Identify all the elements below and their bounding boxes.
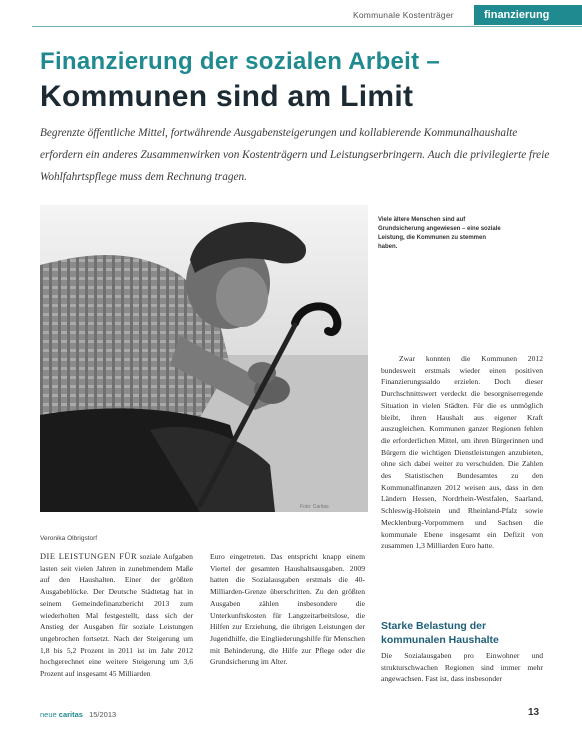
photo-caption: Viele ältere Menschen sind auf Grundsicherung angewiesen – eine soziale Leistung, die Kommunen zu stemmen haben. bbox=[378, 217, 501, 250]
magazine-brand bbox=[40, 710, 116, 719]
body-column-3 bbox=[381, 353, 543, 552]
brand-prefix: neue bbox=[40, 710, 57, 719]
header-rule bbox=[32, 26, 582, 27]
body-paragraph: Zwar konnten die Kommunen 2012 bundesweit erstmals wieder einen positiven Finanzierungssaldo erzielen. Doch dieser Durchschnittswert verdeckt die besorgniserregende Situation in vielen Städten. Für die es unmöglich bleibt, ihren Haushalt aus eigener Kraft auszugleichen. Kommunen ganzer Regionen fehlen die erforderlichen Mittel, um ihren Bürgerinnen und Bürgern die wichtigen Dienstleistungen anzubieten, ohne sich dabei weiter zu verschulden. Die Zahlen des Statistischen Bundesamtes zu den Kommunalfinanzen 2012 weisen aus, dass in den Ländern Hessen, Nordrhein-Westfalen, Saarland, Schleswig-Holstein und Rheinland-Pfalz sowie Mecklenburg-Vorpommern und Sachsen die kommunale Ebene insgesamt ein Defizit von zusammen 1,3 Milliarden Euro hatte. bbox=[381, 354, 543, 551]
article-lead: Begrenzte öffentliche Mittel, fortwährende Ausgabensteigerungen und kollabierende Kommunalhaushalte erfordern ein anderes Zusammenwirken von Kostenträgern und Leistungserbringern. Auch die privilegierte freie Wohlfahrtspflege muss dem Rechnung tragen. bbox=[40, 127, 550, 183]
brand-name: caritas bbox=[58, 710, 83, 719]
article-title-line2: Kommunen sind am Limit bbox=[40, 80, 414, 113]
article-photo bbox=[40, 205, 368, 512]
page-number: 13 bbox=[528, 707, 540, 718]
body-column-1 bbox=[40, 551, 193, 680]
body-lead-caps: DIE LEISTUNGEN FÜR bbox=[40, 552, 138, 561]
issue-number: 15/2013 bbox=[89, 710, 117, 719]
photo-credit: Foto: Caritas bbox=[300, 504, 329, 510]
body-column-2: Euro eingetreten. Das entspricht knapp einem Viertel der gesamten Haushaltsausgaben. 2009 hatten die Sozialausgaben erstmals die 40-Milliarden-Grenze überschritten. Zu den größten Ausgaben zählen insbesondere die Unterkunftskosten für Langzeitarbeitslose, die Hilfen zur Erziehung, die übrigen Leistungen der Jugendhilfe, die Eingliederungshilfe für Menschen mit Behinderung, die Hilfe zur Pflege oder die Grundsicherung im Alter. bbox=[210, 552, 365, 667]
body-column-3-continued: Die Sozialausgaben pro Einwohner und strukturschwachen Regionen sind immer mehr angewachsen. Fast ist, dass insbesonder bbox=[381, 651, 543, 684]
section-label: Kommunale Kostenträger bbox=[353, 10, 454, 20]
section-tab: finanzierung bbox=[474, 5, 582, 25]
body-text: soziale Aufgaben lasten seit vielen Jahren in zunehmendem Maße auf den Haushalten. Einer der größten Ausgabeblöcke. Der Deutsche Städtetag hat in seinem Gemeindefinanzbericht 2013 zum wiederholten Mal festgestellt, dass sich der Anstieg der Ausgaben für soziale Leistungen ungebrochen fortsetzt. Nach der Steigerung um 1,8 bis 5,2 Prozent in 2011 ist im Jahr 2012 hochgerechnet eine weitere Steigerung um 3,6 Prozent auf insgesamt 45 Milliarden bbox=[40, 552, 193, 679]
author-name: Veronika Olbrigstorf bbox=[40, 535, 98, 542]
article-title-line1: Finanzierung der sozialen Arbeit – bbox=[40, 48, 441, 75]
section-subheading: Starke Belastung der kommunalen Haushalte bbox=[381, 620, 499, 646]
